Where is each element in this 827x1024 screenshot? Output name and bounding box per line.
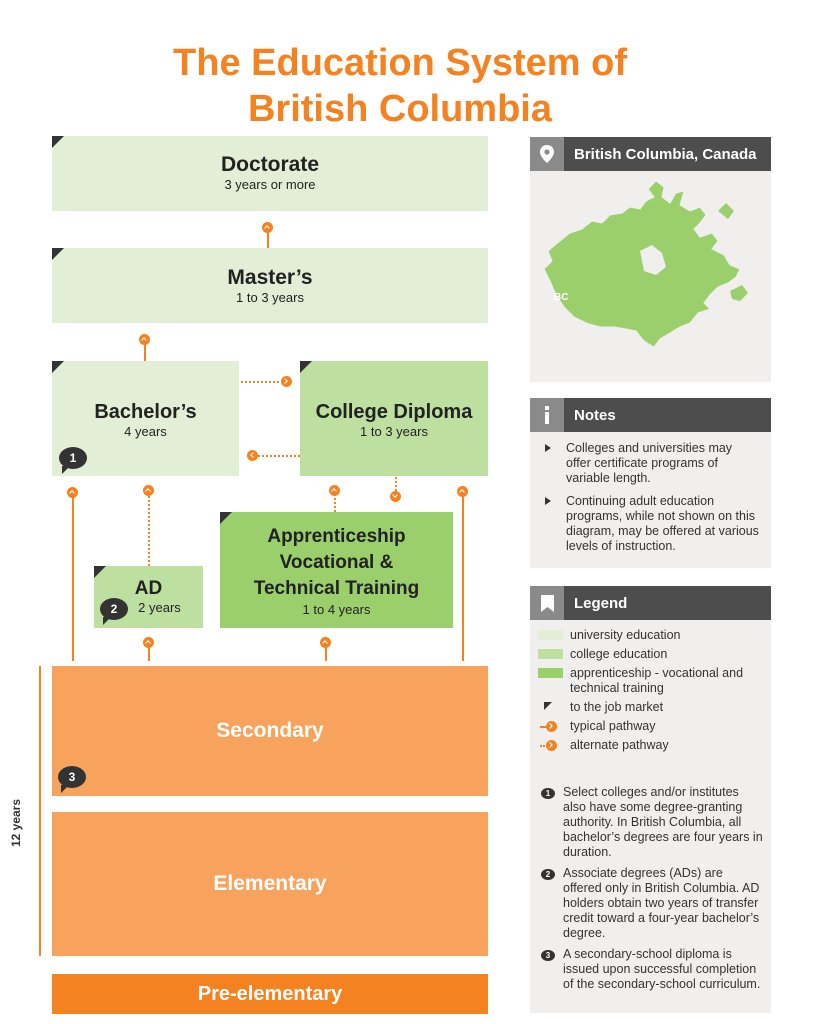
bookmark-icon: [530, 586, 564, 620]
location-pin-icon: [530, 137, 564, 171]
pathway-line: [72, 496, 74, 661]
bachelors-name: Bachelor’s: [94, 401, 197, 423]
pathway-line: [462, 496, 464, 661]
map-panel: [530, 137, 771, 382]
masters-name: Master’s: [227, 266, 313, 289]
alternate-pathway-line: [148, 496, 150, 566]
bc-map-label: BC: [554, 292, 569, 303]
notes-panel-header: [530, 398, 771, 432]
legend-item-job-market: to the job market: [530, 700, 771, 715]
apprenticeship-duration: 1 to 4 years: [302, 602, 371, 617]
years-bracket: [39, 666, 41, 956]
note-item: Colleges and universities may offer certificate programs of variable length.: [530, 441, 759, 486]
pathway-arrow-icon: [143, 637, 154, 648]
pathway-arrow-icon: [457, 486, 468, 497]
bullet-icon: [545, 444, 551, 452]
note-item: Continuing adult education programs, while not shown on this diagram, may be offered at various levels of instruction.: [530, 494, 759, 554]
job-market-marker: [52, 248, 64, 260]
legend-panel-header: [530, 586, 771, 620]
university-swatch: [538, 630, 563, 640]
notes-panel-title: Notes: [574, 406, 616, 424]
legend-panel-title: Legend: [574, 594, 628, 612]
alternate-pathway-line: [258, 455, 300, 457]
ad-name: AD: [134, 578, 163, 599]
legend-item-university: university education: [530, 628, 771, 643]
map-panel-title: British Columbia, Canada: [574, 145, 757, 163]
footnote-2-icon: 2: [541, 869, 555, 880]
ad-duration: 2 years: [138, 600, 181, 615]
masters-box: [52, 248, 488, 323]
elementary-label: Elementary: [213, 872, 327, 895]
doctorate-box: [52, 136, 488, 211]
footnote-1: 1 Select colleges and/or institutes also have some degree-granting authority. In British Columbia, all bachelor’s degrees are four years in duration.: [530, 785, 763, 860]
alternate-pathway-line: [334, 494, 336, 512]
apprenticeship-swatch: [538, 668, 563, 678]
apprenticeship-box: [220, 512, 453, 628]
info-icon: [530, 398, 564, 432]
footnote-marker-1: 1: [59, 447, 87, 469]
pathway-line: [267, 232, 269, 248]
legend-panel: [530, 586, 771, 1013]
footnote-1-icon: 1: [541, 788, 555, 799]
alternate-arrow-icon: [390, 491, 401, 502]
title-line-2: British Columbia: [247, 88, 553, 130]
bachelors-box: [52, 361, 239, 476]
doctorate-duration: 3 years or more: [224, 177, 316, 192]
job-market-marker: [52, 361, 64, 373]
secondary-box: [52, 666, 488, 796]
footnote-2: 2 Associate degrees (ADs) are offered only in British Columbia. AD holders obtain two years of transfer credit toward a four-year bachelor’s degree.: [530, 866, 763, 941]
pathway-arrow-icon: [320, 637, 331, 648]
page-title: [0, 40, 800, 132]
job-market-marker: [220, 512, 232, 524]
secondary-label: Secondary: [216, 719, 324, 742]
college-swatch: [538, 649, 563, 659]
title-line-1: The Education System of: [173, 42, 627, 84]
legend-item-college: college education: [530, 647, 771, 662]
alternate-arrow-icon: [329, 485, 340, 496]
bachelors-duration: 4 years: [124, 424, 167, 439]
ad-box: [94, 566, 203, 628]
legend-item-typical: typical pathway: [530, 719, 771, 734]
alternate-arrow-icon: [281, 376, 292, 387]
footnote-marker-3: 3: [58, 766, 86, 788]
alternate-arrow-icon: [143, 485, 154, 496]
years-label: 12 years: [9, 798, 23, 848]
alternate-arrow-icon: [546, 740, 557, 751]
legend-item-alternate: alternate pathway: [530, 738, 771, 753]
years-label-wrap: [4, 798, 28, 848]
footnote-3-icon: 3: [541, 950, 555, 961]
pre-elementary-box: [52, 974, 488, 1014]
pre-elementary-label: Pre-elementary: [197, 983, 343, 1005]
pathway-arrow-icon: [262, 222, 273, 233]
apprenticeship-line-2: Vocational &: [279, 552, 394, 573]
job-market-marker: [52, 136, 64, 148]
alternate-pathway-line: [395, 477, 397, 491]
alternate-arrow-icon: [247, 450, 258, 461]
notes-panel: [530, 398, 771, 568]
pathway-arrow-icon: [139, 334, 150, 345]
job-market-icon: [544, 702, 552, 710]
alternate-pathway-line: [241, 381, 283, 383]
map-panel-header: [530, 137, 771, 171]
apprenticeship-line-3: Technical Training: [253, 578, 420, 599]
bullet-icon: [545, 497, 551, 505]
footnote-marker-2: 2: [100, 598, 128, 620]
pathway-line: [325, 646, 327, 661]
elementary-box: [52, 812, 488, 956]
legend-item-apprenticeship: apprenticeship - vocational and technical training: [530, 666, 771, 696]
doctorate-name: Doctorate: [220, 153, 320, 176]
job-market-marker: [300, 361, 312, 373]
typical-arrow-icon: [546, 721, 557, 732]
college-diploma-duration: 1 to 3 years: [360, 424, 428, 439]
apprenticeship-name: [220, 524, 453, 602]
college-diploma-name: College Diploma: [315, 401, 473, 423]
job-market-marker: [94, 566, 106, 578]
apprenticeship-line-1: Apprenticeship: [267, 526, 406, 547]
canada-map: [530, 171, 771, 382]
pathway-line: [144, 344, 146, 361]
pathway-arrow-icon: [67, 487, 78, 498]
masters-duration: 1 to 3 years: [236, 290, 304, 305]
college-diploma-box: [300, 361, 488, 476]
footnote-3: 3 A secondary-school diploma is issued upon successful completion of the secondary-school curriculum.: [530, 947, 763, 992]
pathway-line: [148, 646, 150, 661]
